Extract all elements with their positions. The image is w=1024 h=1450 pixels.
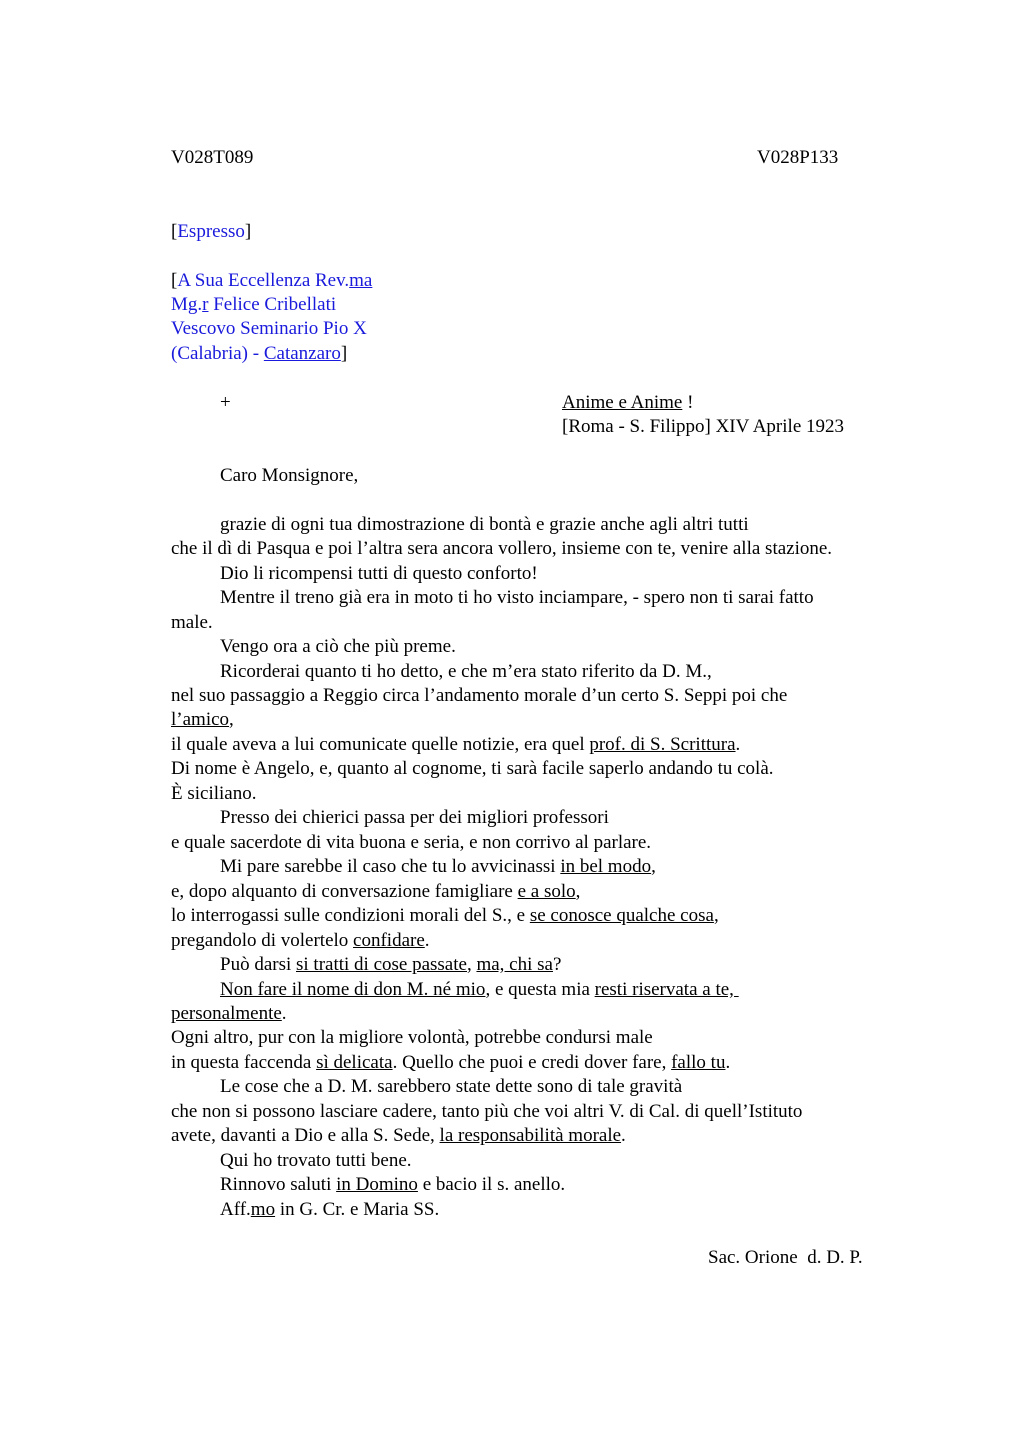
motto: Anime e Anime ! xyxy=(562,392,694,413)
body-line: Di nome è Angelo, e, quanto al cognome, ti sarà facile saperlo andando tu colà. xyxy=(171,758,774,779)
body-line: avete, davanti a Dio e alla S. Sede, la responsabilità morale. xyxy=(171,1125,626,1146)
body-line: Ogni altro, pur con la migliore volontà, potrebbe condursi male xyxy=(171,1027,653,1048)
cross-symbol: + xyxy=(220,392,231,413)
body-line: lo interrogassi sulle condizioni morali del S., e se conosce qualche cosa, xyxy=(171,905,719,926)
body-line: Può darsi si tratti di cose passate, ma, chi sa? xyxy=(220,954,562,975)
body-line: Non fare il nome di don M. né mio, e questa mia resti riservata a te, xyxy=(220,979,739,1000)
body-line: personalmente. xyxy=(171,1003,287,1024)
body-line: in questa faccenda sì delicata. Quello che puoi e credi dover fare, fallo tu. xyxy=(171,1052,731,1073)
body-line: che il dì di Pasqua e poi l’altra sera ancora vollero, insieme con te, venire alla stazione. xyxy=(171,538,833,559)
place-date: [Roma - S. Filippo] XIV Aprile 1923 xyxy=(562,416,845,437)
address-line-2: Mg.r Felice Cribellati xyxy=(171,294,337,315)
body-line: Mentre il treno già era in moto ti ho visto inciampare, - spero non ti sarai fatto xyxy=(220,587,814,608)
body-line: male. xyxy=(171,612,213,633)
body-line: e quale sacerdote di vita buona e seria, e non corrivo al parlare. xyxy=(171,832,652,853)
body-line: È siciliano. xyxy=(171,783,257,804)
document-code-right: V028P133 xyxy=(757,147,839,168)
signature: Sac. Orione d. D. P. xyxy=(708,1247,863,1268)
body-line: pregandolo di volertelo confidare. xyxy=(171,930,430,951)
body-line: Rinnovo saluti in Domino e bacio il s. anello. xyxy=(220,1174,566,1195)
address-line-4: (Calabria) - Catanzaro] xyxy=(171,343,348,364)
body-line: l’amico, xyxy=(171,709,234,730)
body-line: Qui ho trovato tutti bene. xyxy=(220,1150,412,1171)
body-line: Presso dei chierici passa per dei migliori professori xyxy=(220,807,609,828)
espresso-label: Espresso xyxy=(177,221,245,242)
body-line: grazie di ogni tua dimostrazione di bontà e grazie anche agli altri tutti xyxy=(220,514,749,535)
body-line: nel suo passaggio a Reggio circa l’andamento morale d’un certo S. Seppi poi che xyxy=(171,685,788,706)
body-line: Vengo ora a ciò che più preme. xyxy=(220,636,456,657)
body-line: e, dopo alquanto di conversazione famigliare e a solo, xyxy=(171,881,581,902)
body-line: Mi pare sarebbe il caso che tu lo avvicinassi in bel modo, xyxy=(220,856,656,877)
body-line: Aff.mo in G. Cr. e Maria SS. xyxy=(220,1199,440,1220)
body-line: Le cose che a D. M. sarebbero state dette sono di tale gravità xyxy=(220,1076,683,1097)
body-line: Ricorderai quanto ti ho detto, e che m’era stato riferito da D. M., xyxy=(220,661,712,682)
body-line: Dio li ricompensi tutti di questo conforto! xyxy=(220,563,538,584)
address-line-1: [A Sua Eccellenza Rev.ma xyxy=(171,270,373,291)
body-line: il quale aveva a lui comunicate quelle notizie, era quel prof. di S. Scrittura. xyxy=(171,734,741,755)
espresso-note: [Espresso] xyxy=(171,221,252,242)
salutation: Caro Monsignore, xyxy=(220,465,359,486)
body-line: che non si possono lasciare cadere, tanto più che voi altri V. di Cal. di quell’Istituto xyxy=(171,1101,803,1122)
address-line-3: Vescovo Seminario Pio X xyxy=(171,318,367,339)
document-code-left: V028T089 xyxy=(171,147,254,168)
